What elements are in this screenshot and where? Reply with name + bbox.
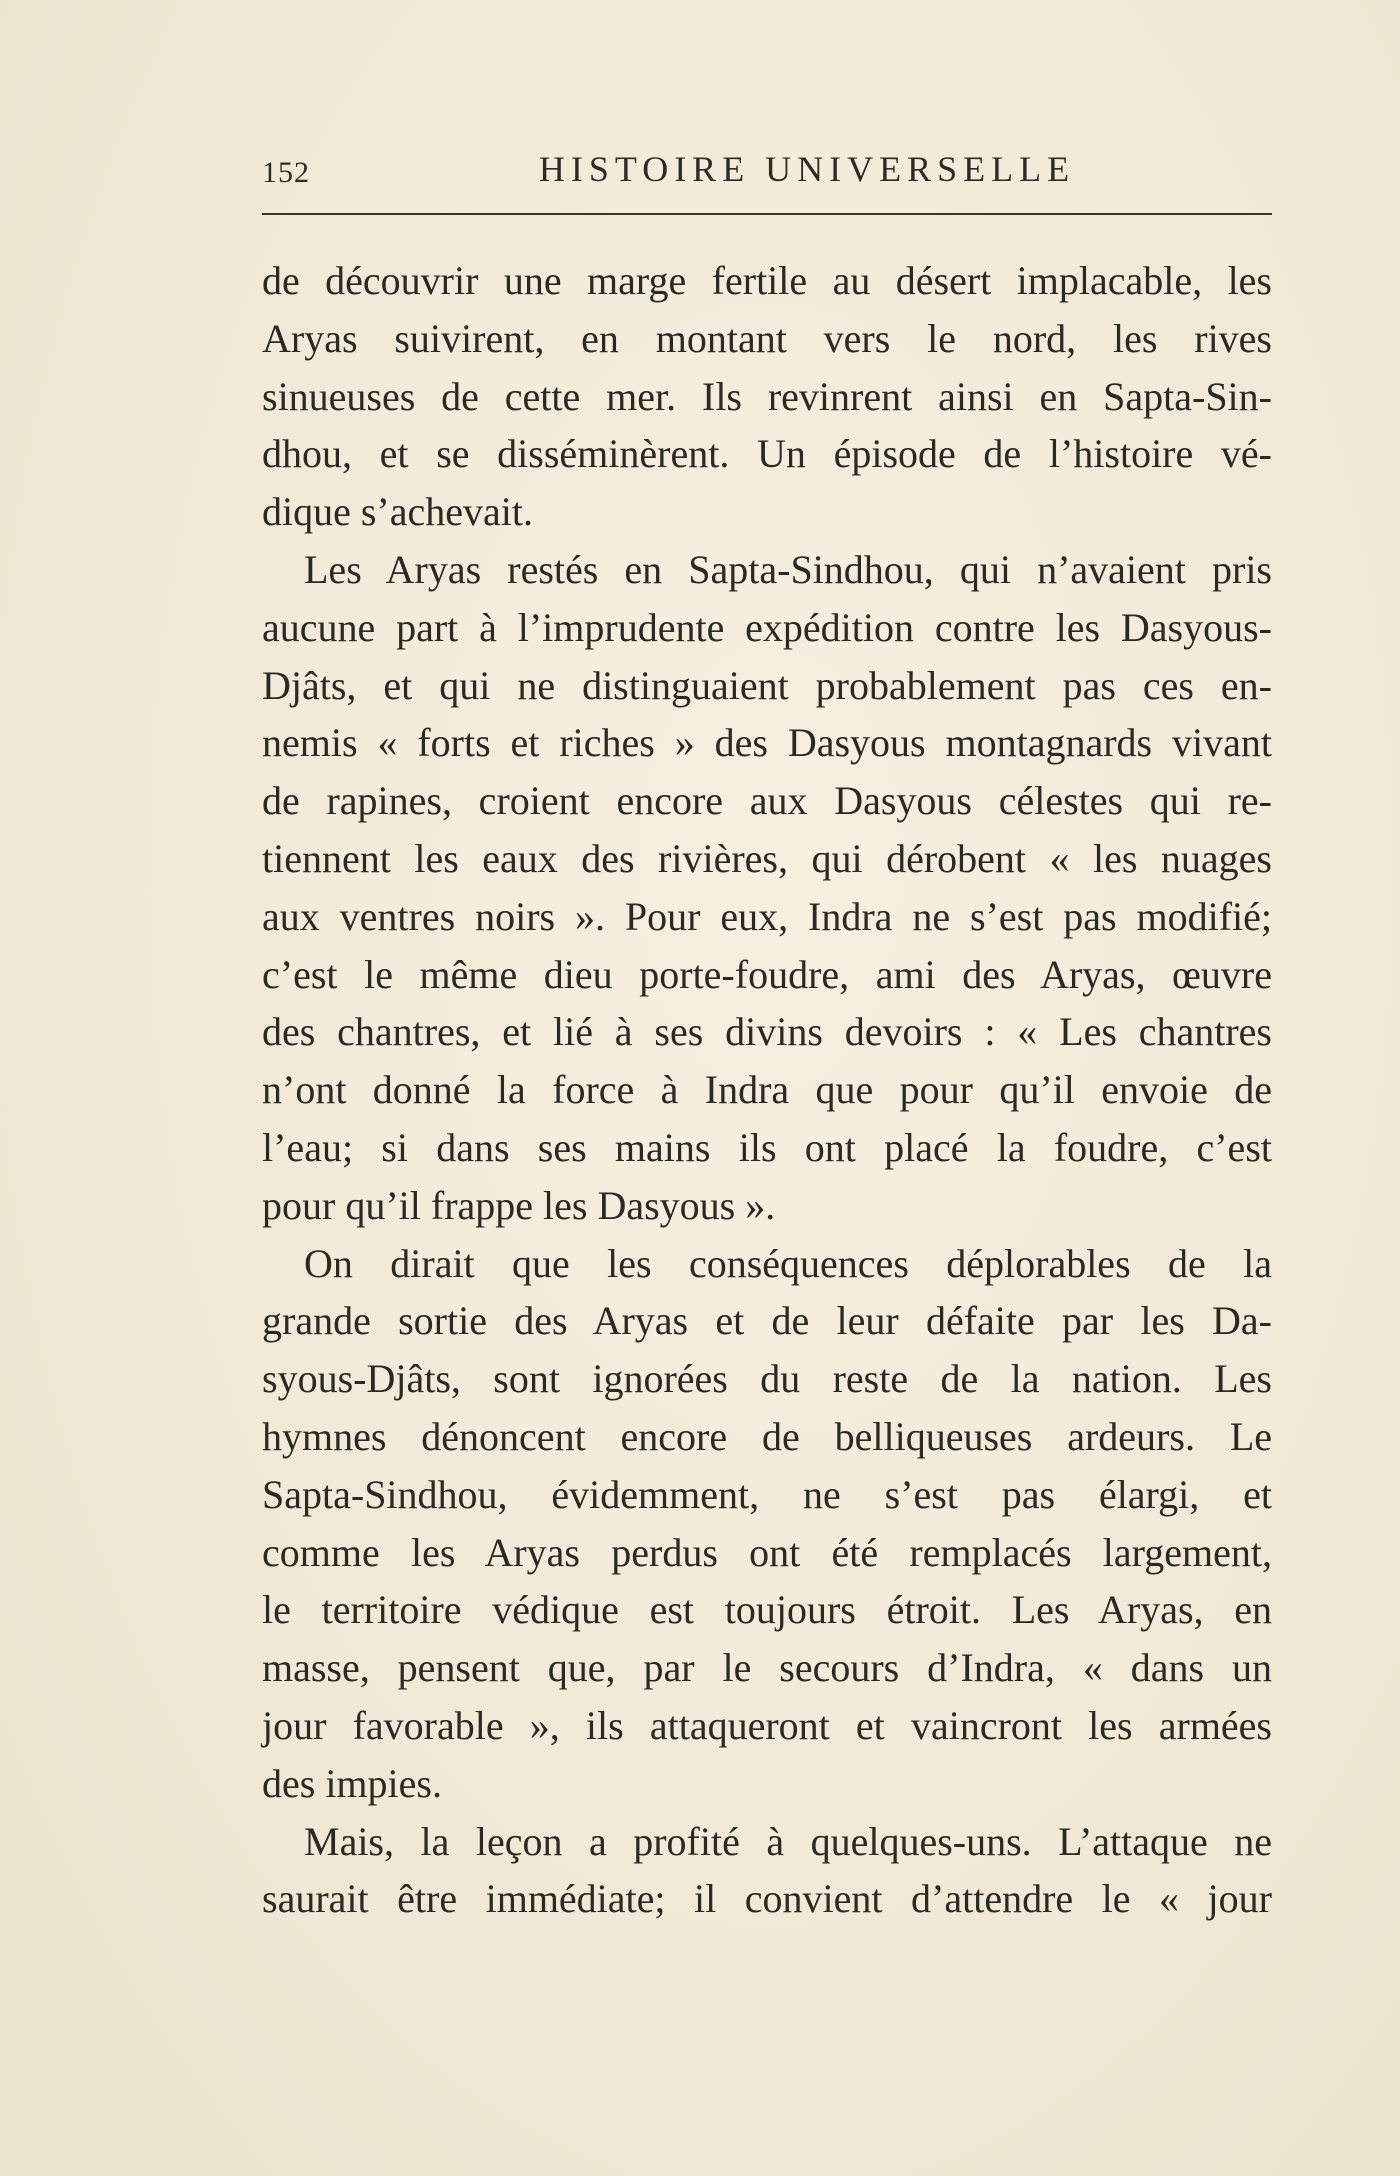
text-line: dique s’achevait.: [262, 489, 533, 535]
running-title: HISTOIRE UNIVERSELLE: [538, 149, 1076, 189]
paragraph-1: [262, 252, 1272, 541]
header-rule: [262, 213, 1272, 215]
text-line: tiennent les eaux des rivières, qui dérobent « les nuages: [262, 835, 1272, 881]
paragraph-4: [262, 1813, 1272, 1929]
text-line: le territoire védique est toujours étroit. Les Aryas, en: [262, 1587, 1272, 1633]
text-line: sinueuses de cette mer. Ils revinrent ainsi en Sapta-Sin-: [262, 373, 1272, 419]
text-line: Djâts, et qui ne distinguaient probablement pas ces en-: [262, 662, 1272, 708]
text-line: saurait être immédiate; il convient d’attendre le « jour: [262, 1876, 1272, 1922]
text-line: Les Aryas restés en Sapta-Sindhou, qui n’avaient pris: [304, 546, 1272, 592]
text-line: On dirait que les conséquences déplorables de la: [304, 1240, 1272, 1286]
text-line: masse, pensent que, par le secours d’Indra, « dans un: [262, 1645, 1272, 1691]
text-line: c’est le même dieu porte-foudre, ami des Aryas, œuvre: [262, 951, 1272, 997]
text-line: syous-Djâts, sont ignorées du reste de la nation. Les: [262, 1356, 1272, 1402]
page-number: 152: [262, 156, 310, 189]
text-line: Aryas suivirent, en montant vers le nord, les rives: [262, 315, 1272, 361]
body-text: [262, 252, 1272, 1928]
text-line: Mais, la leçon a profité à quelques-uns. L’attaque ne: [304, 1818, 1272, 1864]
text-line: nemis « forts et riches » des Dasyous montagnards vivant: [262, 720, 1272, 766]
text-line: jour favorable », ils attaqueront et vaincront les armées: [262, 1702, 1272, 1748]
text-line: Sapta-Sindhou, évidemment, ne s’est pas élargi, et: [262, 1471, 1272, 1517]
text-line: comme les Aryas perdus ont été remplacés largement,: [262, 1529, 1272, 1575]
text-line: pour qu’il frappe les Dasyous ».: [262, 1182, 776, 1228]
text-line: des chantres, et lié à ses divins devoirs : « Les chantres: [262, 1009, 1272, 1055]
text-line: de rapines, croient encore aux Dasyous célestes qui re-: [262, 778, 1272, 824]
text-line: l’eau; si dans ses mains ils ont placé la foudre, c’est: [262, 1124, 1272, 1170]
text-line: dhou, et se disséminèrent. Un épisode de l’histoire vé-: [262, 431, 1272, 477]
text-line: des impies.: [262, 1760, 442, 1806]
text-line: aux ventres noirs ». Pour eux, Indra ne s’est pas modifié;: [262, 893, 1272, 939]
text-line: grande sortie des Aryas et de leur défaite par les Da-: [262, 1298, 1272, 1344]
paragraph-2: [262, 541, 1272, 1235]
text-line: aucune part à l’imprudente expédition contre les Dasyous-: [262, 604, 1272, 650]
text-line: n’ont donné la force à Indra que pour qu’il envoie de: [262, 1067, 1272, 1113]
page-header: [262, 148, 1272, 198]
text-line: hymnes dénoncent encore de belliqueuses ardeurs. Le: [262, 1413, 1272, 1459]
paragraph-3: [262, 1235, 1272, 1813]
text-line: de découvrir une marge fertile au désert implacable, les: [262, 258, 1272, 303]
